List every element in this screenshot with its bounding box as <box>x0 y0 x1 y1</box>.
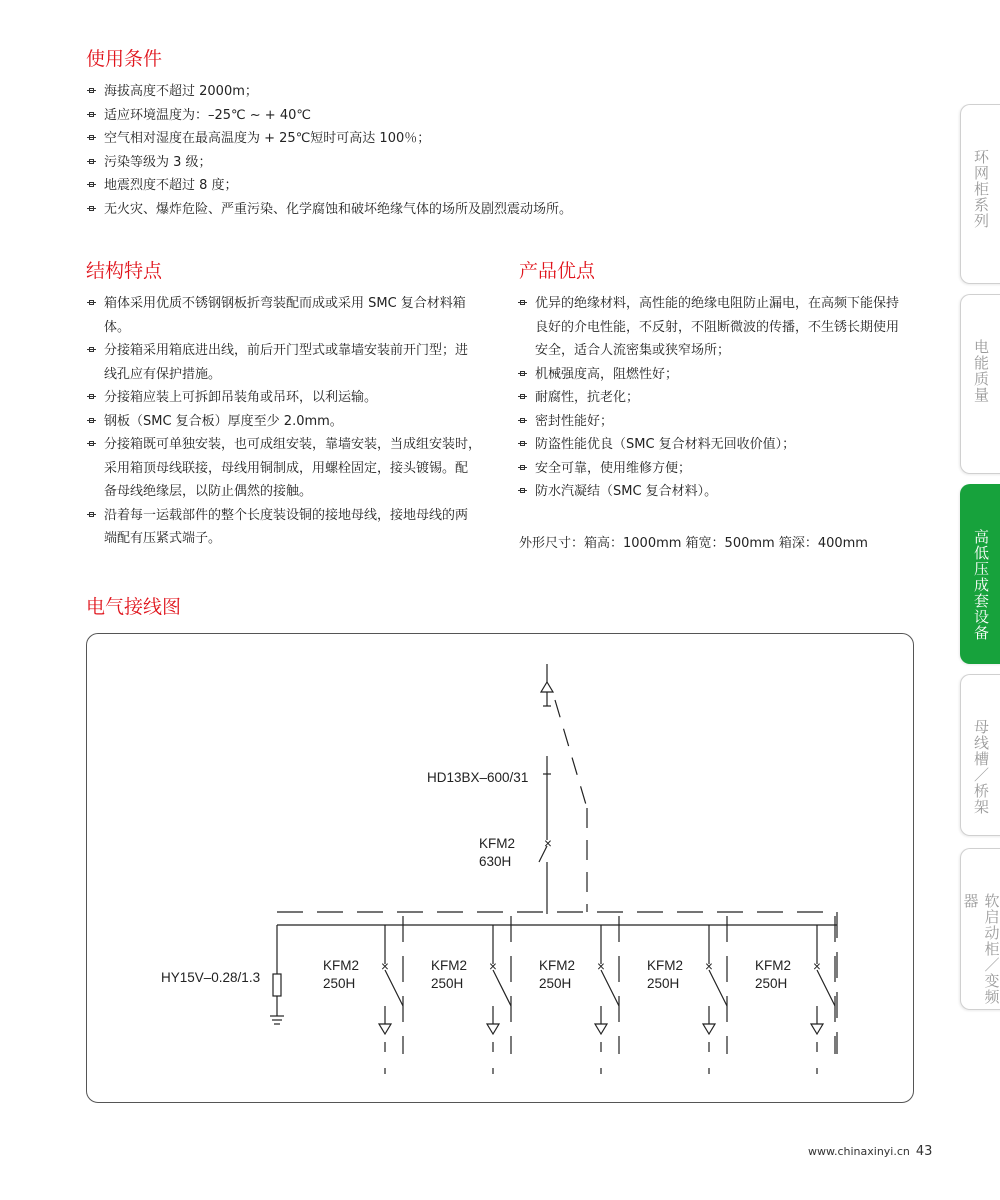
list-item <box>88 504 498 551</box>
arrester-icon <box>273 974 281 996</box>
side-tab-label: 环网柜系列 <box>972 149 990 229</box>
list-item <box>519 363 939 387</box>
breaker-cross-icon: × <box>813 959 821 974</box>
bullet-icon <box>89 512 94 517</box>
list-item-text: 无火灾、爆炸危险、严重污染、化学腐蚀和破坏绝缘气体的场所及剧烈震动场所。 <box>104 201 573 217</box>
list-item <box>88 151 888 175</box>
feeder-breaker-label: 250H <box>539 976 572 991</box>
list-item-text: 空气相对湿度在最高温度为 + 25℃短时可高达 100％； <box>104 131 431 146</box>
bullet-icon <box>520 300 525 305</box>
list-item <box>519 457 939 481</box>
bullet-icon <box>89 300 94 305</box>
list-item-text: 线孔应有保护措施。 <box>104 366 222 382</box>
breaker-cross-icon: × <box>381 959 389 974</box>
list-item-text: 分接箱采用箱底进出线，前后开门型式或靠墙安装前开门型；进 <box>104 343 469 358</box>
advantages-list <box>519 292 939 504</box>
side-tab-label: 母线槽／桥架 <box>972 719 990 815</box>
bullet-icon <box>89 206 94 211</box>
bullet-icon <box>520 371 525 376</box>
breaker-cross-icon: × <box>705 959 713 974</box>
list-item-text: 箱体采用优质不锈钢钢板折弯装配而成或采用 SMC 复合材料箱 <box>104 296 466 311</box>
main-switch-label: HD13BX–600/31 <box>427 770 529 785</box>
feeder-breaker-label: 250H <box>647 976 680 991</box>
bullet-icon <box>89 182 94 187</box>
bullet-icon <box>520 465 525 470</box>
conditions-title: 使用条件 <box>86 48 163 70</box>
list-item <box>88 127 888 151</box>
side-tab[interactable] <box>960 674 1000 836</box>
feeder-breaker-label: 250H <box>755 976 788 991</box>
list-item-text: 沿着每一运载部件的整个长度装设铜的接地母线，接地母线的两 <box>104 507 469 523</box>
structure-list <box>88 292 498 551</box>
breaker-blade <box>539 846 547 862</box>
footer <box>808 1144 932 1159</box>
bullet-icon <box>89 88 94 93</box>
bullet-icon <box>89 441 94 446</box>
list-item-text: 耐腐性，抗老化； <box>535 390 640 405</box>
list-item-text: 密封性能好； <box>535 413 614 429</box>
list-item <box>88 433 498 504</box>
list-item-text: 备母线绝缘层，以防止偶然的接触。 <box>104 484 313 499</box>
conditions-list <box>88 80 888 221</box>
breaker-blade <box>817 970 835 1006</box>
list-item-text: 端配有压紧式端子。 <box>104 531 222 546</box>
list-item-text: 钢板（SMC 复合板）厚度至少 2.0mm。 <box>104 413 343 429</box>
bullet-icon <box>89 112 94 117</box>
bullet-icon <box>89 159 94 164</box>
side-tab-label: 电能质量 <box>972 339 990 403</box>
breaker-blade <box>493 970 511 1006</box>
wiring-diagram <box>86 633 914 1103</box>
wiring-diagram-svg <box>87 634 915 1104</box>
terminal-icon <box>811 1024 823 1034</box>
list-item <box>88 80 888 104</box>
bullet-icon <box>89 347 94 352</box>
list-item <box>88 386 498 410</box>
feeder-breaker-label: KFM2 <box>755 958 792 973</box>
side-tab[interactable] <box>960 104 1000 284</box>
feeder-breaker-label: KFM2 <box>323 958 360 973</box>
side-tab[interactable] <box>960 848 1000 1010</box>
terminal-icon <box>379 1024 391 1034</box>
side-tab-label: 高低压成套设备 <box>972 529 990 641</box>
list-item-text: 分接箱既可单独安装，也可成组安装，靠墙安装，当成组安装时， <box>104 437 482 452</box>
list-item-text: 海拔高度不超过 2000m； <box>104 84 258 99</box>
terminal-icon <box>595 1024 607 1034</box>
breaker-cross-icon: × <box>597 959 605 974</box>
bullet-icon <box>520 394 525 399</box>
bullet-icon <box>520 418 525 423</box>
disconnector-blade <box>555 700 587 808</box>
list-item-text: 适应环境温度为：–25℃ ~ + 40℃ <box>104 107 311 123</box>
list-item <box>88 104 888 128</box>
bullet-icon <box>520 488 525 493</box>
list-item-text: 机械强度高，阻燃性好； <box>535 366 679 382</box>
breaker-blade <box>709 970 727 1006</box>
feeder-breaker-label: 250H <box>323 976 356 991</box>
list-item <box>519 410 939 434</box>
list-item <box>519 292 939 363</box>
advantages-title: 产品优点 <box>519 260 596 282</box>
list-item <box>88 410 498 434</box>
list-item-text: 分接箱应装上可拆卸吊装角或吊环，以利运输。 <box>104 390 378 405</box>
dimensions-text: 外形尺寸：箱高：1000mm 箱宽：500mm 箱深：400mm <box>519 536 868 551</box>
list-item-text: 安全可靠，使用维修方便； <box>535 460 692 476</box>
bullet-icon <box>89 135 94 140</box>
list-item <box>88 174 888 198</box>
list-item-text: 体。 <box>104 319 131 335</box>
bullet-icon <box>89 418 94 423</box>
list-item <box>519 433 939 457</box>
list-item-text: 采用箱顶母线联接，母线用铜制成，用螺栓固定，接头镀锡。配 <box>104 460 469 476</box>
breaker-blade <box>385 970 403 1006</box>
bullet-icon <box>89 394 94 399</box>
list-item-text: 良好的介电性能，不反射，不阻断微波的传播，不生锈长期使用 <box>535 319 900 335</box>
terminal-icon <box>541 682 553 692</box>
feeder-breaker-label: KFM2 <box>647 958 684 973</box>
main-breaker-label: KFM2 <box>479 836 516 851</box>
list-item <box>88 339 498 386</box>
list-item <box>88 198 888 222</box>
terminal-icon <box>703 1024 715 1034</box>
terminal-icon <box>487 1024 499 1034</box>
breaker-cross-icon: × <box>489 959 497 974</box>
list-item <box>519 386 939 410</box>
breaker-cross-icon: × <box>544 836 552 851</box>
side-tab[interactable] <box>960 294 1000 474</box>
list-item-text: 防盗性能优良（SMC 复合材料无回收价值）； <box>535 437 796 452</box>
breaker-blade <box>601 970 619 1006</box>
structure-title: 结构特点 <box>86 260 163 282</box>
footer-url: www.chinaxinyi.cn <box>808 1145 910 1158</box>
feeder-breaker-label: KFM2 <box>539 958 576 973</box>
list-item <box>519 480 939 504</box>
arrester-label: HY15V–0.28/1.3 <box>161 970 261 985</box>
list-item <box>88 292 498 339</box>
bullet-icon <box>520 441 525 446</box>
side-tab[interactable] <box>960 484 1000 664</box>
list-item-text: 优异的绝缘材料，高性能的绝缘电阻防止漏电，在高频下能保持 <box>535 296 900 311</box>
side-tab-label: 软启动柜／变频器 <box>961 893 1000 1005</box>
list-item-text: 地震烈度不超过 8 度； <box>104 178 238 193</box>
list-item-text: 污染等级为 3 级； <box>104 154 212 170</box>
list-item-text: 防水汽凝结（SMC 复合材料）。 <box>535 484 718 499</box>
feeder-breaker-label: KFM2 <box>431 958 468 973</box>
page-number: 43 <box>915 1144 933 1159</box>
feeder-breaker-label: 250H <box>431 976 464 991</box>
main-breaker-label: 630H <box>479 854 512 869</box>
wiring-title: 电气接线图 <box>86 596 182 618</box>
list-item-text: 安全，适合人流密集或狭窄场所； <box>535 343 731 358</box>
